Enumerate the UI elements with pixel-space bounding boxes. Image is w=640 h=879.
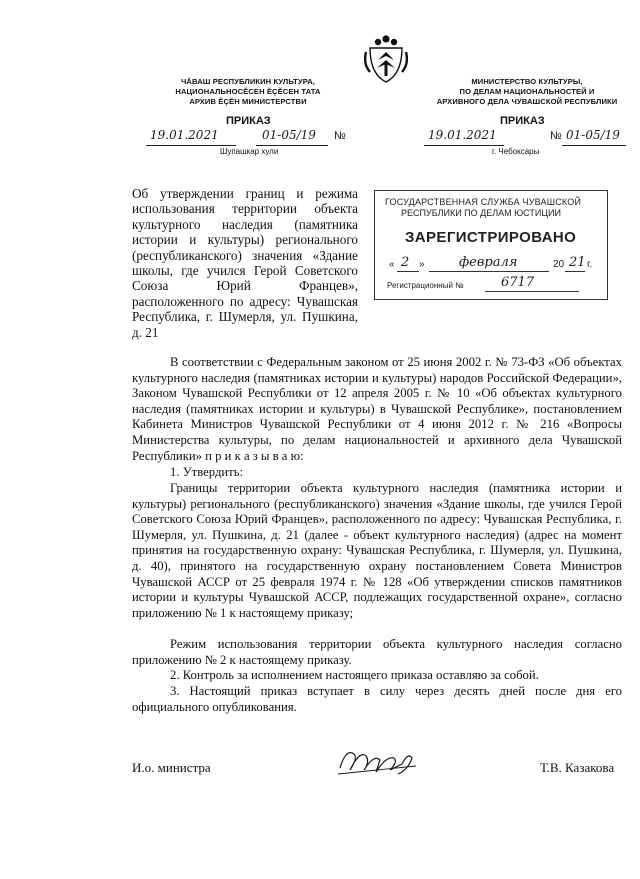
- handwritten-signature: [336, 744, 420, 780]
- left-number-sign: №: [334, 130, 346, 142]
- order-title: Об утверждении границ и режима использования территории объекта культурного наследия (памятника истории и культуры) регионального (республиканского) значения «Здание школы, где учился Герой Советского Союза Юрий Францев», расположенного по адресу: Чувашская Республика, г. Шумерля, ул. Пушкина, д. 21: [132, 186, 358, 340]
- body-paragraph-approve: 1. Утвердить:: [170, 465, 244, 479]
- stamp-date-row: [389, 257, 601, 273]
- left-prikaz-title: ПРИКАЗ: [226, 115, 271, 127]
- stamp-quote: »: [419, 259, 425, 270]
- body-paragraph-boundaries: Границы территории объекта культурного наследия (памятника истории и культуры) регионального (республиканского) значения «Здание школы, где учился Герой Советского Союза Юрий Францев», расположенного по адресу: Чувашская Республика, г. Шумерля, ул. Пушкина, д. 21 (далее - объект культурного наследия) (адрес на момент принятия на государственную охрану: Чувашская Республика, г. Шумерля, ул. Пушкина, д. 40), принятого на государственную охрану постановлением Совета Министров Чувашской АССР от 25 февраля 1974 г. № 128 «Об утверждении списков памятников истории и культуры Чувашской АССР, подлежащих государственной охране», согласно приложению № 1 к настоящему приказу;: [132, 481, 622, 620]
- registration-stamp: [374, 190, 608, 300]
- body-paragraph-effective: 3. Настоящий приказ вступает в силу через десять дней после дня его официального опубликования.: [132, 684, 622, 714]
- right-date-underline: [424, 144, 504, 146]
- body-paragraph-control: 2. Контроль за исполнением настоящего приказа оставляю за собой.: [170, 668, 539, 682]
- left-header-line: ЧĂВАШ РЕСПУБЛИКИН КУЛЬТУРА,: [180, 77, 316, 86]
- stamp-reg-number: 6717: [501, 275, 535, 290]
- right-number-underline: [562, 144, 626, 146]
- left-number: 01-05/19: [262, 128, 316, 142]
- stamp-day: 2: [401, 255, 410, 270]
- stamp-reg-label: Регистрационный №: [387, 281, 464, 290]
- right-city: г. Чебоксары: [492, 147, 540, 156]
- stamp-registered-label: ЗАРЕГИСТРИРОВАНО: [405, 229, 577, 246]
- left-date: 19.01.2021: [150, 128, 219, 142]
- left-city: Шупашкар хули: [220, 147, 279, 156]
- left-date-underline: [146, 144, 236, 146]
- right-prikaz-title: ПРИКАЗ: [500, 115, 545, 127]
- stamp-year-suffix: 21: [569, 255, 586, 270]
- stamp-month: февраля: [459, 255, 518, 270]
- stamp-agency-line: РЕСПУБЛИКИ ПО ДЕЛАМ ЮСТИЦИИ: [401, 208, 561, 218]
- stamp-year-prefix: 20: [553, 259, 565, 270]
- left-number-underline: [256, 144, 328, 146]
- right-header-line: ПО ДЕЛАМ НАЦИОНАЛЬНОСТЕЙ И: [459, 87, 595, 96]
- stamp-quote: «: [389, 259, 395, 270]
- stamp-agency-line: ГОСУДАРСТВЕННАЯ СЛУЖБА ЧУВАШСКОЙ: [385, 197, 582, 207]
- signer-name: Т.В. Казакова: [540, 760, 615, 775]
- left-ministry-header: [150, 77, 346, 107]
- right-number-sign: №: [550, 130, 562, 142]
- signer-position: И.о. министра: [132, 760, 211, 775]
- right-header-line: МИНИСТЕРСТВО КУЛЬТУРЫ,: [471, 77, 583, 86]
- preamble-text: В соответствии с Федеральным законом от 25 июня 2002 г. № 73-ФЗ «Об объектах культурного наследия (памятниках истории и культуры) народов Российской Федерации», Законом Чувашской Республики от 12 апреля 2005 г. № 10 «Об объектах культурного наследия (памятниках истории и культуры) в Чувашской Республике», постановлением Кабинета Министров Чувашской Республики от 4 июня 2012 г. № 216 «Вопросы Министерства культуры, по делам национальностей и архивного дела Чувашской Республики»: [132, 355, 622, 463]
- body-paragraph-preamble: [132, 355, 622, 464]
- right-ministry-header: [422, 77, 632, 107]
- orders-word: п р и к а з ы в а ю:: [205, 448, 304, 463]
- stamp-year-unit: г.: [587, 259, 593, 270]
- right-header-line: АРХИВНОГО ДЕЛА ЧУВАШСКОЙ РЕСПУБЛИКИ: [436, 97, 618, 106]
- right-number: 01-05/19: [566, 128, 620, 142]
- left-header-line: АРХИВ ĔÇĔН МИНИСТЕРСТВИ: [189, 97, 307, 106]
- right-date: 19.01.2021: [428, 128, 497, 142]
- coat-of-arms-emblem: [364, 34, 408, 84]
- left-header-line: НАЦИОНАЛЬНОСĔСЕН ĔÇĔСЕН ТАТА: [175, 87, 321, 96]
- body-paragraph-regime: Режим использования территории объекта культурного наследия согласно приложению № 2 к настоящему приказу.: [132, 637, 622, 667]
